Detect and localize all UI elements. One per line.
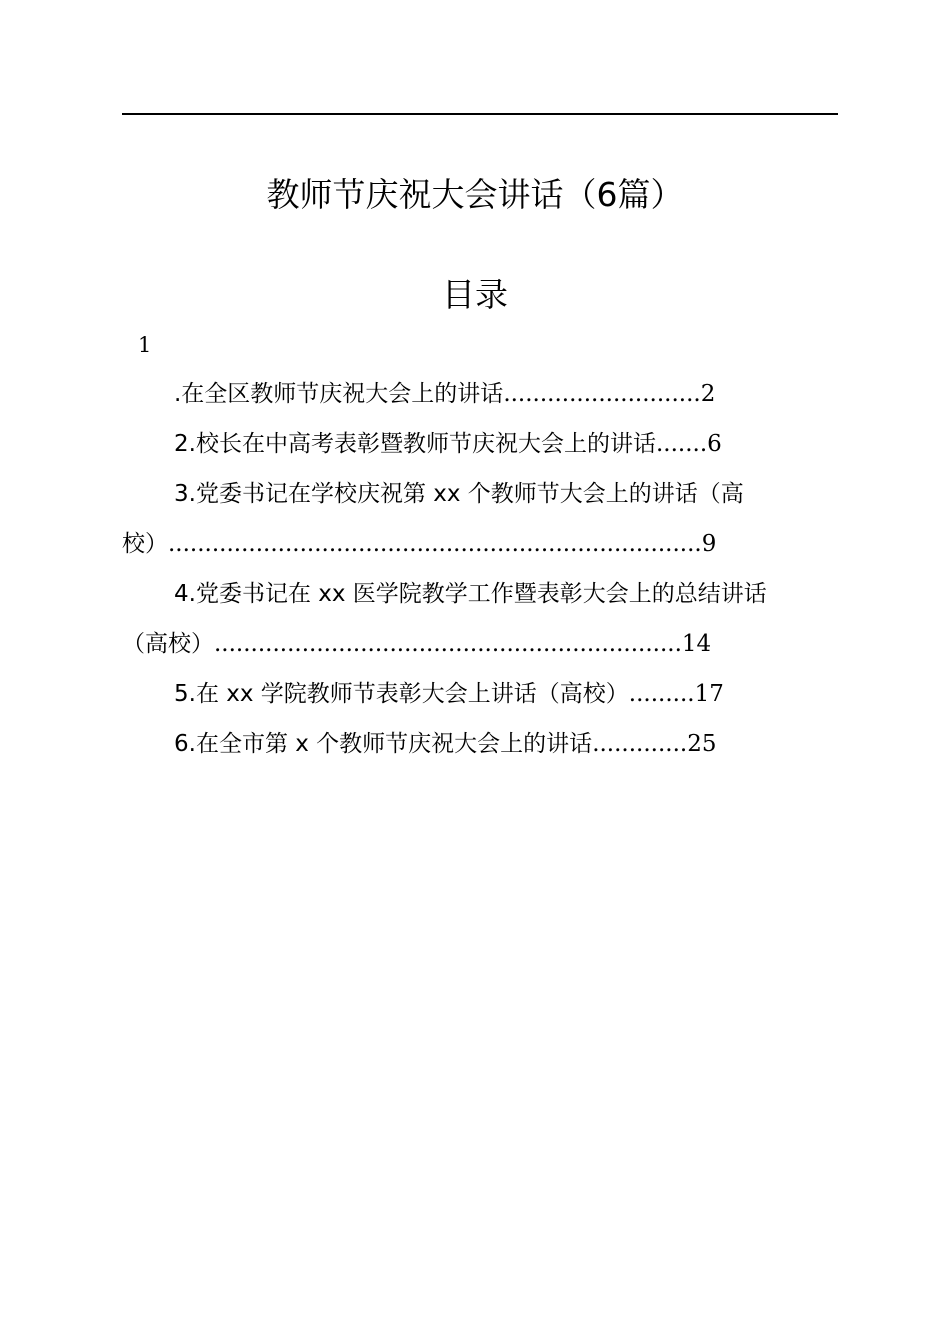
toc-page-number: 17	[694, 681, 724, 707]
toc-page-number: 9	[701, 531, 717, 557]
toc-leader-dots: .............	[592, 731, 688, 757]
toc-entry-3-line-1[interactable]	[174, 478, 744, 510]
toc-entry-3-line-2[interactable]	[122, 528, 716, 560]
toc-prefix-number: 1	[138, 333, 152, 357]
toc-entry-text: 2.校长在中高考表彰暨教师节庆祝大会上的讲话	[174, 431, 656, 457]
toc-entry-2[interactable]	[174, 428, 722, 460]
toc-page-number: 14	[681, 631, 712, 657]
toc-entry-text: .在全区教师节庆祝大会上的讲话	[174, 381, 504, 407]
toc-entry-5[interactable]	[174, 678, 724, 710]
toc-leader-dots: .........	[628, 681, 695, 707]
toc-page-number: 25	[687, 731, 717, 757]
toc-entry-text: 4.党委书记在 xx 医学院教学工作暨表彰大会上的总结讲话	[174, 581, 767, 607]
toc-entry-1[interactable]	[174, 378, 715, 410]
toc-leader-dots: ................................................................	[214, 631, 682, 657]
toc-entry-4-line-1[interactable]	[174, 578, 767, 610]
toc-entry-text: 5.在 xx 学院教师节表彰大会上讲话（高校）	[174, 681, 629, 707]
toc-page-number: 6	[707, 431, 722, 457]
toc-entry-text: 校）	[122, 531, 168, 557]
toc-entry-text: （高校）	[122, 631, 214, 657]
toc-entry-text: 3.党委书记在学校庆祝第 xx 个教师节大会上的讲话（高	[174, 481, 744, 507]
header-rule	[122, 113, 838, 115]
toc-entry-4-line-2[interactable]	[122, 628, 711, 660]
toc-leader-dots: .......	[655, 431, 708, 457]
document-title: 教师节庆祝大会讲话（6篇）	[266, 175, 684, 214]
toc-entry-6[interactable]	[174, 728, 717, 760]
toc-page-number: 2	[700, 381, 716, 407]
toc-leader-dots: .........................................................................	[168, 531, 702, 557]
toc-leader-dots: ...........................	[503, 381, 701, 407]
toc-entry-text: 6.在全市第 x 个教师节庆祝大会上的讲话	[174, 731, 593, 757]
toc-heading: 目录	[442, 275, 508, 314]
